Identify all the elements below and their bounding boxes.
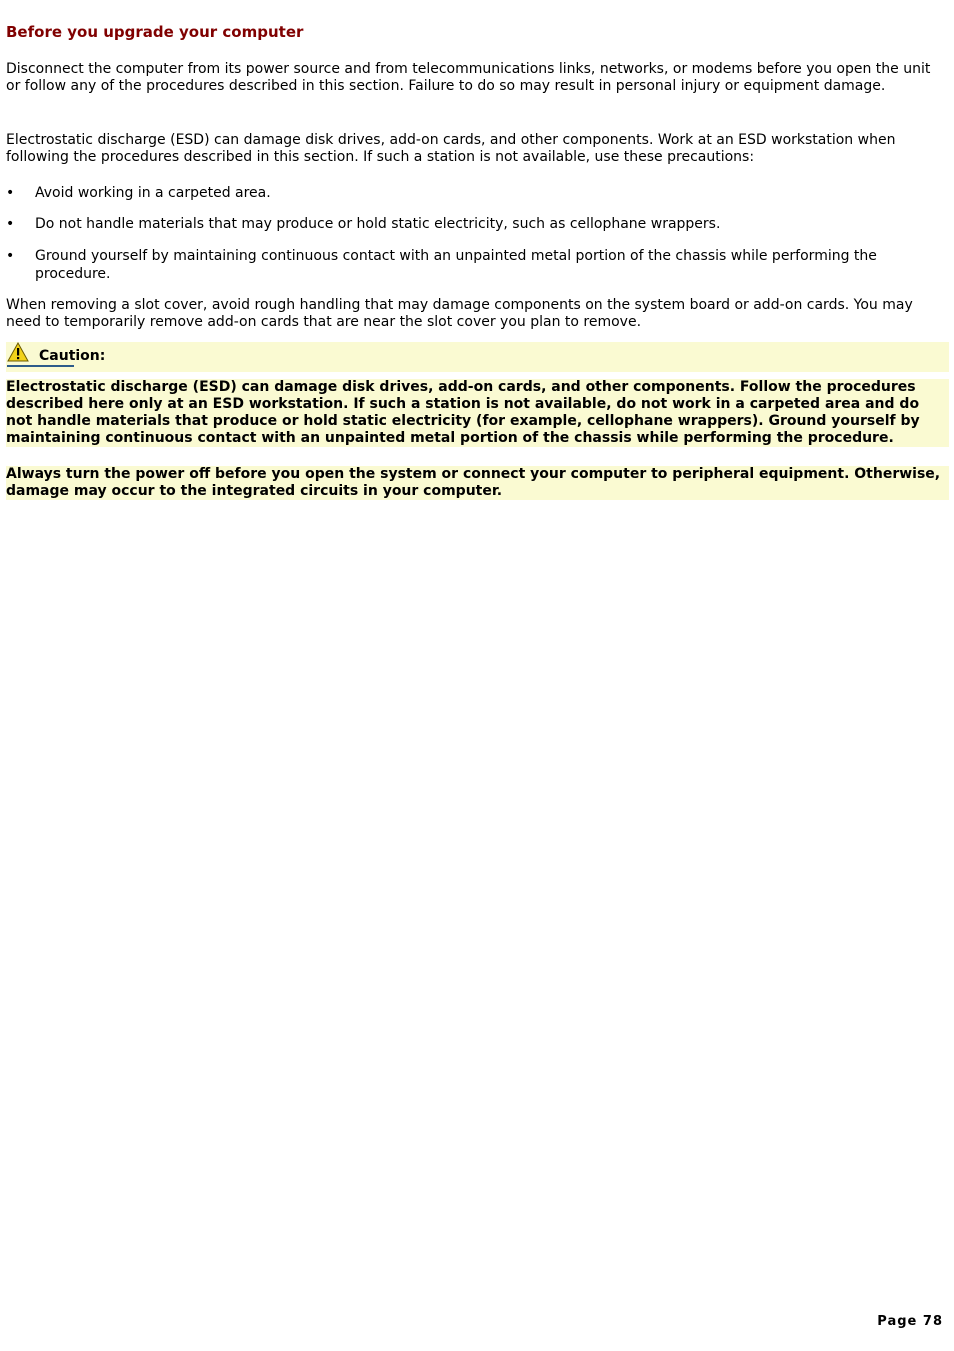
warning-triangle-icon [7,342,29,362]
bullet-icon: • [6,185,15,201]
precaution-text: Ground yourself by maintaining continuous contact with an unpainted metal portion of the chassis while performing the procedure. [35,248,877,282]
caution-esd-message: Electrostatic discharge (ESD) can damage disk drives, add-on cards, and other components. Follow the procedures described here only at an ESD workstation. If such a station is not available, do not work in a carpeted area and do not handle materials that produce or hold static electricity (for example, cellophane wrappers). Ground yourself by maintaining continuous contact with an unpainted metal portion of the chassis while performing the procedure. [6,379,949,447]
page-number: Page 78 [877,1314,943,1329]
precaution-text: Avoid working in a carpeted area. [35,185,271,201]
bullet-icon: • [6,248,15,264]
caution-power-message: Always turn the power off before you open the system or connect your computer to peripheral equipment. Otherwise, damage may occur to the integrated circuits in your computer. [6,466,949,500]
bullet-icon: • [6,216,15,232]
caution-label: Caution: [39,348,106,364]
caution-header [6,342,949,372]
caution-underline [7,365,74,367]
section-heading: Before you upgrade your computer [6,23,304,41]
disconnect-paragraph: Disconnect the computer from its power source and from telecommunications links, networks, or modems before you open the unit or follow any of the procedures described in this section. Failure to do so may result in personal injury or equipment damage. [6,61,931,94]
esd-paragraph: Electrostatic discharge (ESD) can damage disk drives, add-on cards, and other components. Work at an ESD workstation when following the procedures described in this section. If such a station is not available, use these precautions: [6,132,896,165]
precaution-text: Do not handle materials that may produce or hold static electricity, such as cellophane wrappers. [35,216,721,232]
slot-cover-paragraph: When removing a slot cover, avoid rough handling that may damage components on the system board or add-on cards. You may need to temporarily remove add-on cards that are near the slot cover you plan to remove. [6,297,913,330]
